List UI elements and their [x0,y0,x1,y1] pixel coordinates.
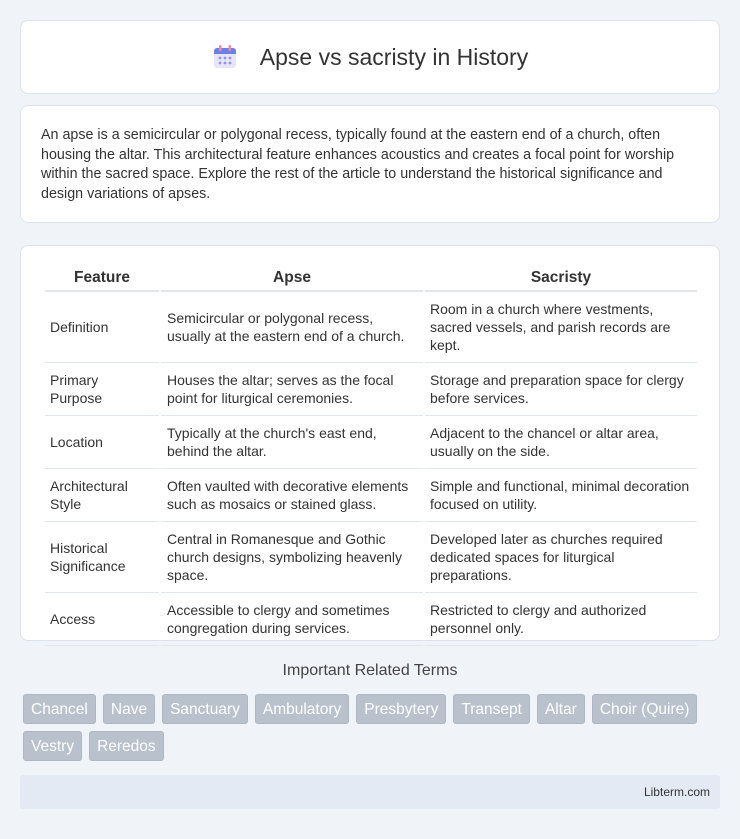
feature-cell: Definition [45,292,159,363]
comparison-card [20,245,720,641]
apse-cell: Houses the altar; serves as the focal point for liturgical ceremonies. [161,363,423,416]
table-row [45,416,697,469]
comparison-table [43,264,699,646]
footer-link[interactable]: Libterm.com [643,785,710,799]
apse-cell: Accessible to clergy and sometimes congregation during services. [161,593,423,646]
tag-altar[interactable]: Altar [537,694,585,724]
tag-ambulatory[interactable]: Ambulatory [255,694,349,724]
apse-cell: Semicircular or polygonal recess, usually at the eastern end of a church. [161,292,423,363]
feature-cell: Location [45,416,159,469]
tag-presbytery[interactable]: Presbytery [356,694,446,724]
tag-sanctuary[interactable]: Sanctuary [162,694,248,724]
footer [20,775,720,809]
table-row [45,593,697,646]
calendar-icon [212,44,238,70]
related-terms-list [23,694,723,768]
tag-reredos[interactable]: Reredos [89,731,164,761]
tag-transept[interactable]: Transept [453,694,530,724]
table-header-row [45,264,697,292]
header-apse: Apse [161,264,423,292]
sacristy-cell: Restricted to clergy and authorized personnel only. [425,593,697,646]
apse-cell: Central in Romanesque and Gothic church designs, symbolizing heavenly space. [161,522,423,593]
table-row [45,522,697,593]
tag-choir[interactable]: Choir (Quire) [592,694,698,724]
table-row [45,469,697,522]
intro-card [20,105,720,223]
page-title: Apse vs sacristy in History [259,43,529,70]
sacristy-cell: Simple and functional, minimal decoration focused on utility. [425,469,697,522]
table-row [45,292,697,363]
tag-nave[interactable]: Nave [103,694,155,724]
intro-text: An apse is a semicircular or polygonal recess, typically found at the eastern end of a church, often housing the altar. This architectural feature enhances acoustics and creates a focal point for worship within the sacred space. Explore the rest of the article to understand the historical significance and design variations of apses. [41,127,675,202]
table-row [45,363,697,416]
tag-vestry[interactable]: Vestry [23,731,82,761]
header-feature: Feature [45,264,159,292]
tag-chancel[interactable]: Chancel [23,694,96,724]
related-terms-title: Important Related Terms [282,662,458,679]
sacristy-cell: Storage and preparation space for clergy before services. [425,363,697,416]
apse-cell: Typically at the church's east end, behind the altar. [161,416,423,469]
header-card [20,20,720,94]
sacristy-cell: Adjacent to the chancel or altar area, usually on the side. [425,416,697,469]
feature-cell: Architectural Style [45,469,159,522]
sacristy-cell: Developed later as churches required dedicated spaces for liturgical preparations. [425,522,697,593]
feature-cell: Primary Purpose [45,363,159,416]
sacristy-cell: Room in a church where vestments, sacred vessels, and parish records are kept. [425,292,697,363]
feature-cell: Historical Significance [45,522,159,593]
feature-cell: Access [45,593,159,646]
header-sacristy: Sacristy [425,264,697,292]
apse-cell: Often vaulted with decorative elements such as mosaics or stained glass. [161,469,423,522]
